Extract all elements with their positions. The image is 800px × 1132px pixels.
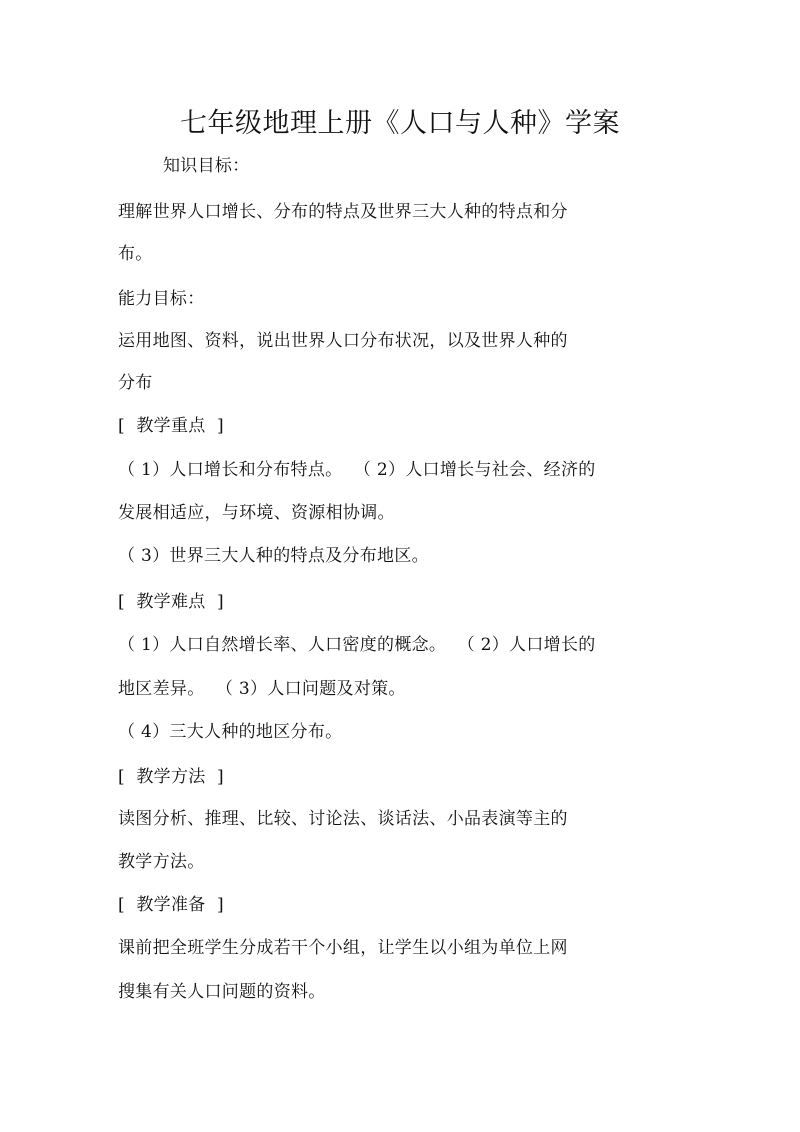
- section-heading-knowledge-goals: 知识目标：: [163, 156, 250, 176]
- section-heading-key-points: [ 教学重点 ]: [118, 416, 224, 436]
- section-heading-difficult-points: [ 教学难点 ]: [118, 592, 224, 612]
- paragraph-line: （ 3）世界三大人种的特点及分布地区。: [118, 546, 429, 566]
- section-heading-ability-goals: 能力目标：: [118, 289, 205, 309]
- section-heading-teaching-methods: [ 教学方法 ]: [118, 767, 224, 787]
- paragraph-line: 课前把全班学生分成若干个小组，让学生以小组为单位上网: [118, 938, 568, 958]
- paragraph-line: （ 4）三大人种的地区分布。: [118, 722, 343, 742]
- paragraph-line: 发展相适应，与环境、资源相协调。: [118, 503, 395, 523]
- paragraph-line: （ 1）人口增长和分布特点。 （ 2）人口增长与社会、经济的: [118, 460, 596, 480]
- document-title: 七年级地理上册《人口与人种》学案: [180, 108, 620, 139]
- paragraph-line: 理解世界人口增长、分布的特点及世界三大人种的特点和分: [118, 202, 568, 222]
- paragraph-line: 运用地图、资料，说出世界人口分布状况，以及世界人种的: [118, 331, 568, 351]
- paragraph-line: 读图分析、推理、比较、讨论法、谈话法、小品表演等主的: [118, 809, 568, 829]
- paragraph-line: 搜集有关人口问题的资料。: [118, 982, 326, 1002]
- paragraph-line: 布。: [118, 244, 153, 264]
- paragraph-line: 地区差异。 （ 3）人口问题及对策。: [118, 679, 406, 699]
- paragraph-line: （ 1）人口自然增长率、人口密度的概念。 （ 2）人口增长的: [118, 635, 596, 655]
- section-heading-teaching-preparation: [ 教学准备 ]: [118, 895, 224, 915]
- paragraph-line: 教学方法。: [118, 852, 205, 872]
- paragraph-line: 分布: [118, 373, 153, 393]
